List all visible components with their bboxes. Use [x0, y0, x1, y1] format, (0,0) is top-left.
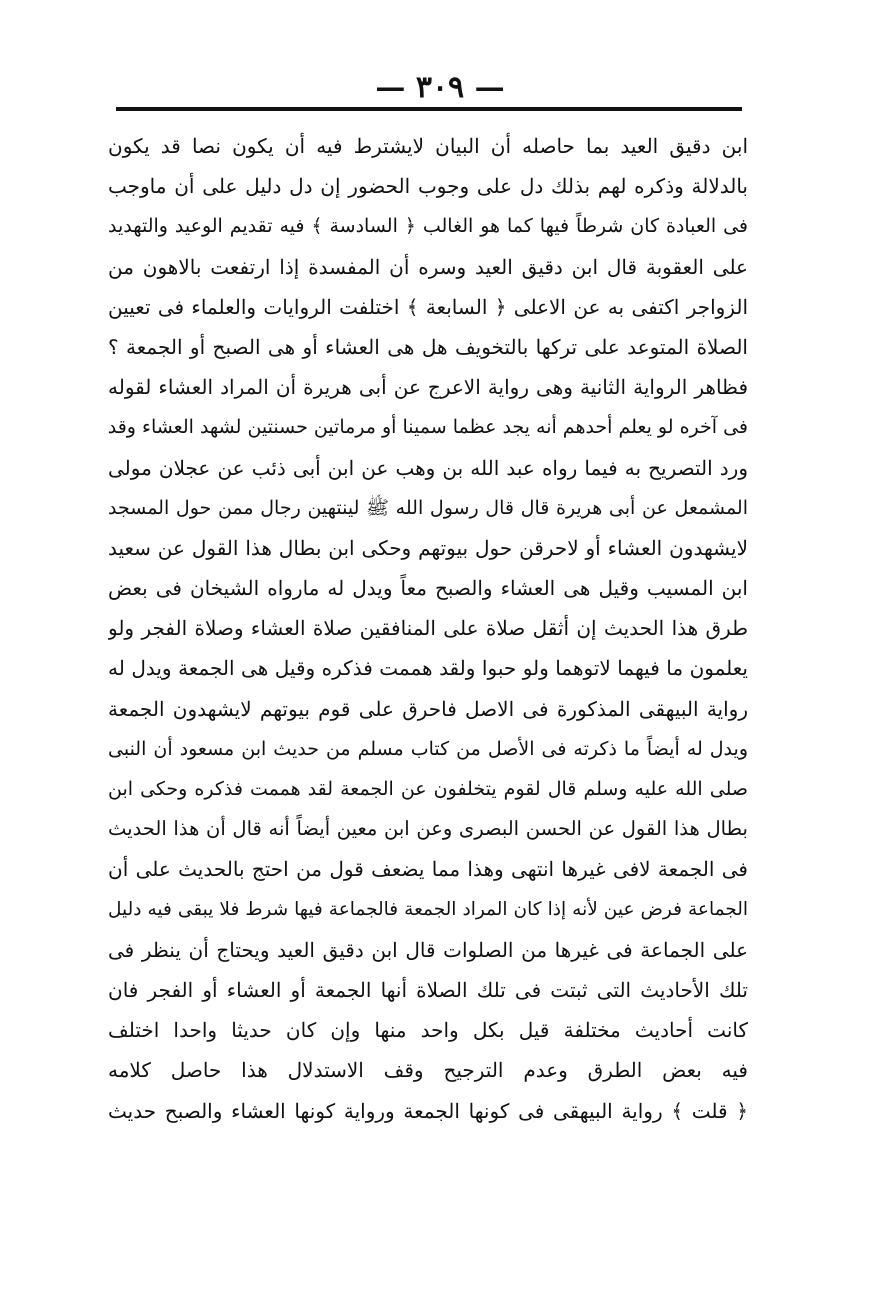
text-line: بطال هذا القول عن الحسن البصرى وعن ابن معين أيضاً أنه قال أن هذا الحديث [108, 817, 748, 841]
text-line: يعلمون ما فيهما لاتوهما ولو حبوا ولقد هممت فذكره وقيل هى الجمعة ويدل له [108, 656, 748, 681]
text-line: ورد التصريح به فيما رواه عبد الله بن وهب عن ابن أبى ذئب عن عجلان مولى [108, 455, 748, 480]
text-line: ابن المسيب وقيل هى العشاء والصبح معاً ويدل له مارواه الشيخان فى بعض [108, 576, 748, 601]
text-line: رواية البيهقى المذكورة فى الاصل فاحرق على قوم بيوتهم لايشهدون الجمعة [108, 696, 748, 721]
text-line: الزواجر اكتفى به عن الاعلى ﴿ السابعة ﴾ اختلفت الروايات والعلماء فى تعيين [108, 294, 748, 319]
text-line: فى الجمعة لافى غيرها انتهى وهذا مما يضعف قول من احتج بالحديث على أن [108, 857, 748, 882]
text-line: الجماعة فرض عين لأنه إذا كان المراد الجمعة فالجماعة فيها شرط فلا يبقى فيه دليل [108, 898, 748, 920]
text-line: طرق هذا الحديث إن أثقل صلاة على المنافقين صلاة العشاء وصلاة الفجر ولو [108, 616, 748, 641]
text-line: ﴿ قلت ﴾ رواية البيهقى فى كونها الجمعة ورواية كونها العشاء والصبح حديث [108, 1098, 748, 1123]
text-line: فظاهر الرواية الثانية وهى رواية الاعرج عن أبى هريرة أن المراد العشاء لقوله [108, 375, 748, 400]
text-line: ويدل له أيضاً ما ذكرته فى الأصل من كتاب مسلم من حديث ابن مسعود أن النبى [108, 737, 748, 760]
text-line: فيه بعض الطرق وعدم الترجيح وقف الاستدلال هذا حاصل كلامه [108, 1058, 748, 1083]
main-text-block [108, 126, 748, 1131]
text-line: كانت أحاديث مختلفة قيل بكل واحد منها وإن كان حديثا واحدا اختلف [108, 1018, 748, 1043]
text-line: الصلاة المتوعد على تركها بالتخويف هل هى العشاء أو هى الصبح أو الجمعة ؟ [108, 334, 748, 359]
text-line: فى العبادة كان شرطاً فيها كما هو الغالب ﴿ السادسة ﴾ فيه تقديم الوعيد والتهديد [108, 215, 748, 238]
page-number: — ٣٠٩ — [375, 70, 505, 105]
text-line: المشمعل عن أبى هريرة قال قال رسول الله ﷺ لينتهين رجال ممن حول المسجد [108, 496, 748, 519]
text-line: صلى الله عليه وسلم قال لقوم يتخلفون عن الجمعة لقد هممت فذكره وحكى ابن [108, 778, 748, 800]
text-line: بالدلالة وذكره لهم بذلك دل على وجوب الحضور إن دل دليل على أن ماوجب [108, 174, 748, 199]
text-line: على العقوبة قال ابن دقيق العيد وسره أن المفسدة إذا ارتفعت بالاهون من [108, 254, 748, 279]
text-line: ابن دقيق العيد بما حاصله أن البيان لايشترط فيه أن يكون نصا قد يكون [108, 134, 748, 158]
text-line: على الجماعة فى غيرها من الصلوات قال ابن دقيق العيد ويحتاج أن ينظر فى [108, 937, 748, 962]
text-line: لايشهدون العشاء أو لاحرقن حول بيوتهم وحكى ابن بطال هذا القول عن سعيد [108, 535, 748, 560]
text-line: تلك الأحاديث التى ثبتت فى تلك الصلاة أنها الجمعة أو العشاء أو الفجر فان [108, 977, 748, 1002]
header-divider [116, 107, 742, 111]
text-line: فى آخره لو يعلم أحدهم أنه يجد عظما سمينا أو مرماتين حسنتين لشهد العشاء وقد [108, 416, 748, 439]
